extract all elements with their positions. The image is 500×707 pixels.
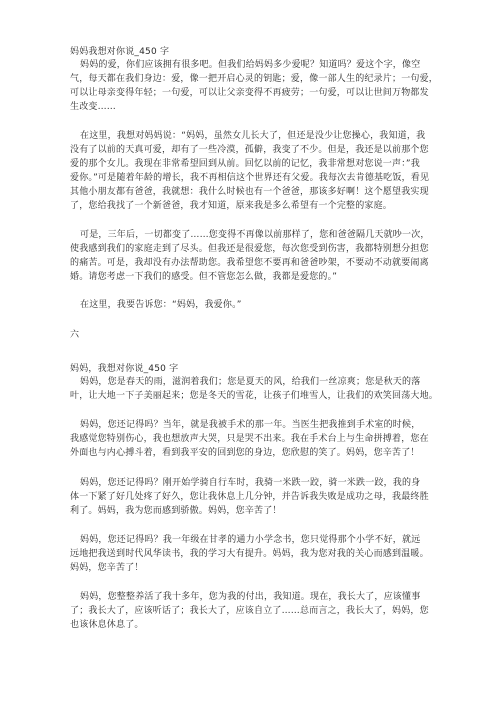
p1-line: 气，每天都在我们身边：爱，像一把开启心灵的钥匙；爱，像一部人生的纪录片；一句爱，: [70, 74, 439, 84]
p2-line: 在这里，我想对妈妈说：“妈妈，虽然女儿长大了，但还是没少让您操心，我知道，我: [80, 131, 426, 141]
q5-line: 妈妈，您整整养活了我十多年，您为我的付出，我知道。现在，我长大了，应该懂事: [80, 592, 421, 602]
q3-line: 妈妈，您还记得吗？刚开始学骑自行车时，我骑一米跌一跤，骑一米跌一跤，我的身: [80, 478, 421, 488]
p4-line: 在这里，我要告诉您：“妈妈，我爱你。”: [80, 300, 242, 310]
p3-line: 的痛苦。可是，我却没有办法帮助您。我希望您不要再和爸爸吵架，不要动不动就要闹离: [70, 258, 429, 268]
p2-line: 没有了以前的天真可爱，却有了一些冷漠，孤僻，我变了不少。但是，我还是以前那个您: [70, 145, 429, 155]
q2-line: 我感觉您特别伤心，我也想放声大哭，只是哭不出来。我在手术台上与生命拼搏着，您在: [70, 434, 429, 444]
section2-title: 妈妈，我想对你说_450 字: [70, 364, 179, 374]
q4-line: 妈妈，您还记得吗？我一年级在甘孝的通力小学念书，您只觉得那个小学不好，就远: [80, 535, 421, 545]
q5-line: 也该休息休息了。: [70, 620, 144, 630]
p1-line: 可以让母亲变得年轻；一句爱，可以让父亲变得不再疲劳；一句爱，可以让世间万物都发: [70, 88, 429, 98]
section1-title: 妈妈我想对你说_450 字: [70, 47, 170, 57]
q4-line: 远地把我送到时代风华读书，我的学习大有提升。妈妈，我为您对我的关心而感到温暖。: [70, 549, 429, 559]
q3-line: 利了。妈妈，我为您而感到骄傲。妈妈，您辛苦了！: [70, 506, 282, 516]
q1-line: 妈妈，您是春天的雨，滋润着我们；您是夏天的风，给我们一丝凉爽；您是秋天的落: [80, 377, 421, 387]
p2-line: 其他小朋友都有爸爸，我就想：我什么时候也有一个爸爸，那该多好啊！这个愿望我实现: [70, 187, 429, 197]
section-number: 六: [70, 330, 80, 340]
p3-line: 婚。请您考虑一下我们的感受。但不管您怎么做，我都是爱您的。”: [70, 272, 338, 282]
p3-line: 使我感到我们的家庭走到了尽头。但我还是很爱您，每次您受到伤害，我都特别想分担您: [70, 244, 429, 254]
p2-line: 爱的那个女儿。我现在非常希望回到从前。回忆以前的记忆，我非常想对您说一声：”我: [70, 159, 420, 169]
p3-line: 可是，三年后，一切都变了……您变得不再像以前那样了，您和爸爸隔几天就吵一次，: [80, 230, 430, 240]
p1-line: 妈妈的爱，你们应该拥有很多吧。但我们给妈妈多少爱呢？知道吗？爱这个字，像空: [80, 60, 421, 70]
q4-line: 妈妈，您辛苦了！: [70, 563, 144, 573]
q2-line: 外面也与内心搏斗着，看到我平安的回到您的身边，您欣慰的笑了。妈妈，您辛苦了！: [70, 448, 420, 458]
q3-line: 体一下紧了好几处疼了好久，您让我休息上几分钟，并告诉我失败是成功之母，我最终胜: [70, 492, 429, 502]
q5-line: 了；我长大了，应该听话了；我长大了，应该自立了……总而言之，我长大了，妈妈，您: [70, 606, 429, 616]
p2-line: 爱你。”可是随着年龄的增长，我不再相信这个世界还有父爱。我每次去肯德基吃饭，看见: [70, 173, 430, 183]
q2-line: 妈妈，您还记得吗？当年，就是我被手术的那一年。当医生把我推到手术室的时候，: [80, 420, 421, 430]
p2-line: 了，您给我找了一个新爸爸，我才知道，原来我是多么希望有一个完整的家庭。: [70, 201, 393, 211]
p1-line: 生改变……: [70, 102, 117, 112]
q1-line: 叶，让大地一下子美丽起来；您是冬天的雪花，让孩子们堆雪人，让我们的欢笑回荡大地。: [70, 391, 439, 401]
